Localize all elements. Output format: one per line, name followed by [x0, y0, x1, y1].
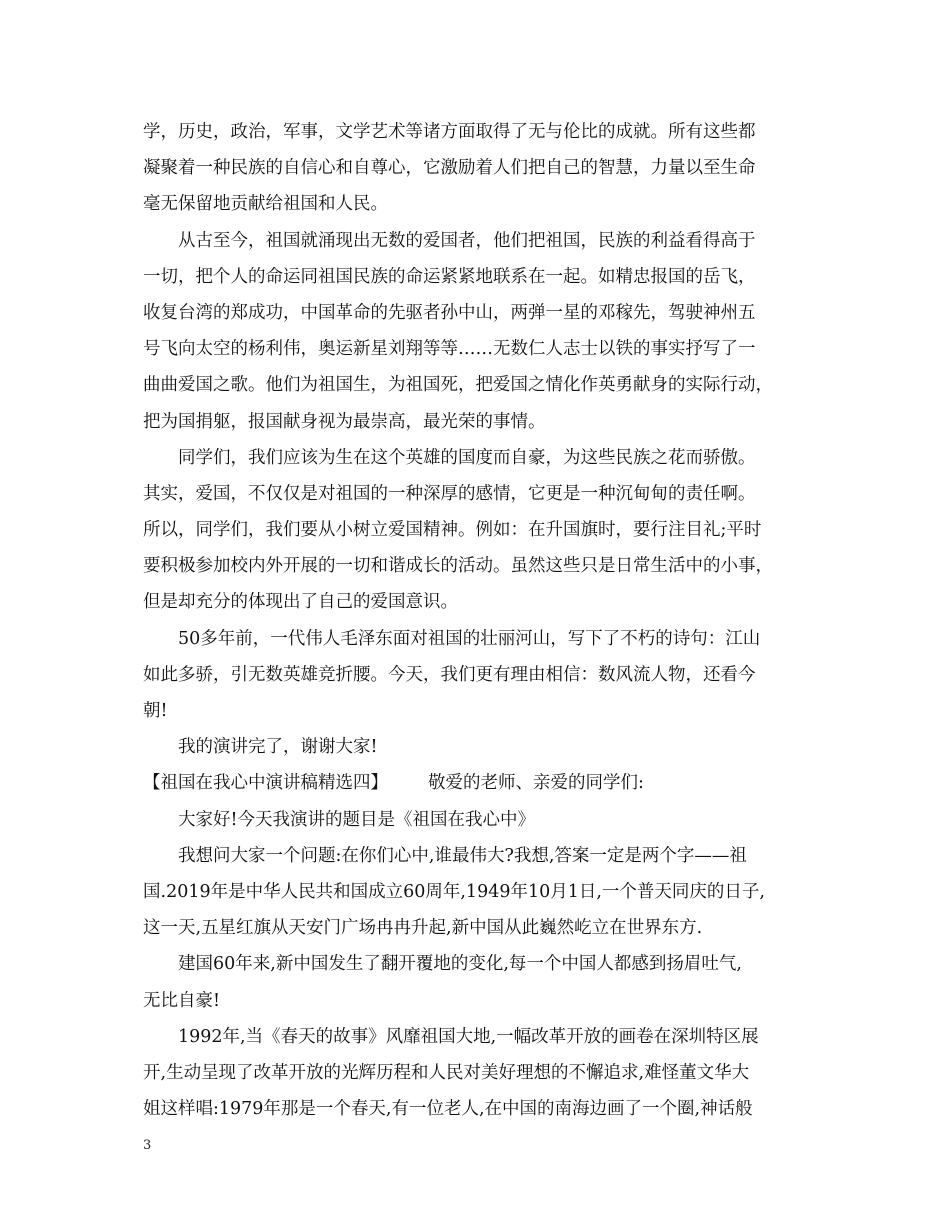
text-line: 曲曲爱国之歌。他们为祖国生，为祖国死，把爱国之情化作英勇献身的实际行动，: [143, 375, 773, 396]
text-line: 但是却充分的体现出了自己的爱国意识。: [143, 592, 458, 613]
text-line: 其实，爱国，不仅仅是对祖国的一种深厚的感情，它更是一种沉甸甸的责任啊。: [143, 483, 756, 504]
text-block: [143, 114, 823, 765]
text-line: 无比自豪!: [143, 990, 221, 1011]
page-number: 3: [143, 1138, 152, 1153]
document-body: [143, 114, 823, 1127]
section-heading: 【祖国在我心中演讲稿精选四】: [143, 773, 388, 794]
text-line: 1992年,当《春天的故事》风靡祖国大地,一幅改革开放的画卷在深圳特区展: [178, 1026, 759, 1047]
text-line: 如此多骄，引无数英雄竞折腰。今天，我们更有理由相信：数风流人物，还看今: [143, 664, 756, 685]
text-line: 这一天,五星红旗从天安门广场冉冉升起,新中国从此巍然屹立在世界东方.: [143, 918, 703, 939]
text-line: 凝聚着一种民族的自信心和自尊心，它激励着人们把自己的智慧，力量以至生命: [143, 158, 756, 179]
text-line: 要积极参加校内外开展的一切和谐成长的活动。虽然这些只是日常生活中的小事，: [143, 556, 773, 577]
text-line: 号飞向太空的杨利伟，奥运新星刘翔等等……无数仁人志士以铁的事实抒写了一: [143, 339, 756, 360]
text-line: 学，历史，政治，军事，文学艺术等诸方面取得了无与伦比的成就。所有这些都: [143, 122, 756, 142]
text-line: 从古至今，祖国就涌现出无数的爱国者，他们把祖国，民族的利益看得高于: [178, 230, 756, 251]
text-line: 姐这样唱:1979年那是一个春天,有一位老人,在中国的南海边画了一个圈,神话般: [143, 1099, 753, 1120]
text-line: 建国60年来,新中国发生了翻开覆地的变化,每一个中国人都感到扬眉吐气,: [178, 954, 742, 975]
text-line: 大家好!今天我演讲的题目是《祖国在我心中》: [178, 809, 536, 830]
text-line: 把为国捐躯，报国献身视为最崇高，最光荣的事情。: [143, 411, 546, 432]
text-line: 朝!: [143, 701, 168, 721]
text-line: 同学们，我们应该为生在这个英雄的国度而自豪，为这些民族之花而骄傲。: [178, 447, 756, 468]
text-line: 收复台湾的郑成功，中国革命的先驱者孙中山，两弹一星的邓稼先，驾驶神州五: [143, 302, 756, 323]
text-line: 开,生动呈现了改革开放的光辉历程和人民对美好理想的不懈追求,难怪董文华大: [143, 1062, 750, 1083]
text-line: 我想问大家一个问题:在你们心中,谁最伟大?我想,答案一定是两个字——祖: [178, 845, 747, 866]
text-line: 国.2019年是中华人民共和国成立60周年,1949年10月1日,一个普天同庆的日子,: [143, 881, 765, 902]
text-block: [143, 802, 823, 1128]
text-line: 所以，同学们，我们要从小树立爱国精神。例如：在升国旗时，要行注目礼;平时: [143, 520, 762, 541]
section-heading-line: [143, 765, 823, 801]
text-line: 我的演讲完了，谢谢大家!: [178, 737, 378, 758]
text-line: 一切，把个人的命运同祖国民族的命运紧紧地联系在一起。如精忠报国的岳飞，: [143, 266, 756, 287]
section-greeting: 敬爱的老师、亲爱的同学们:: [428, 773, 644, 794]
text-line: 50多年前，一代伟人毛泽东面对祖国的壮丽河山，写下了不朽的诗句：江山: [178, 628, 761, 649]
text-line: 毫无保留地贡献给祖国和人民。: [143, 194, 388, 215]
